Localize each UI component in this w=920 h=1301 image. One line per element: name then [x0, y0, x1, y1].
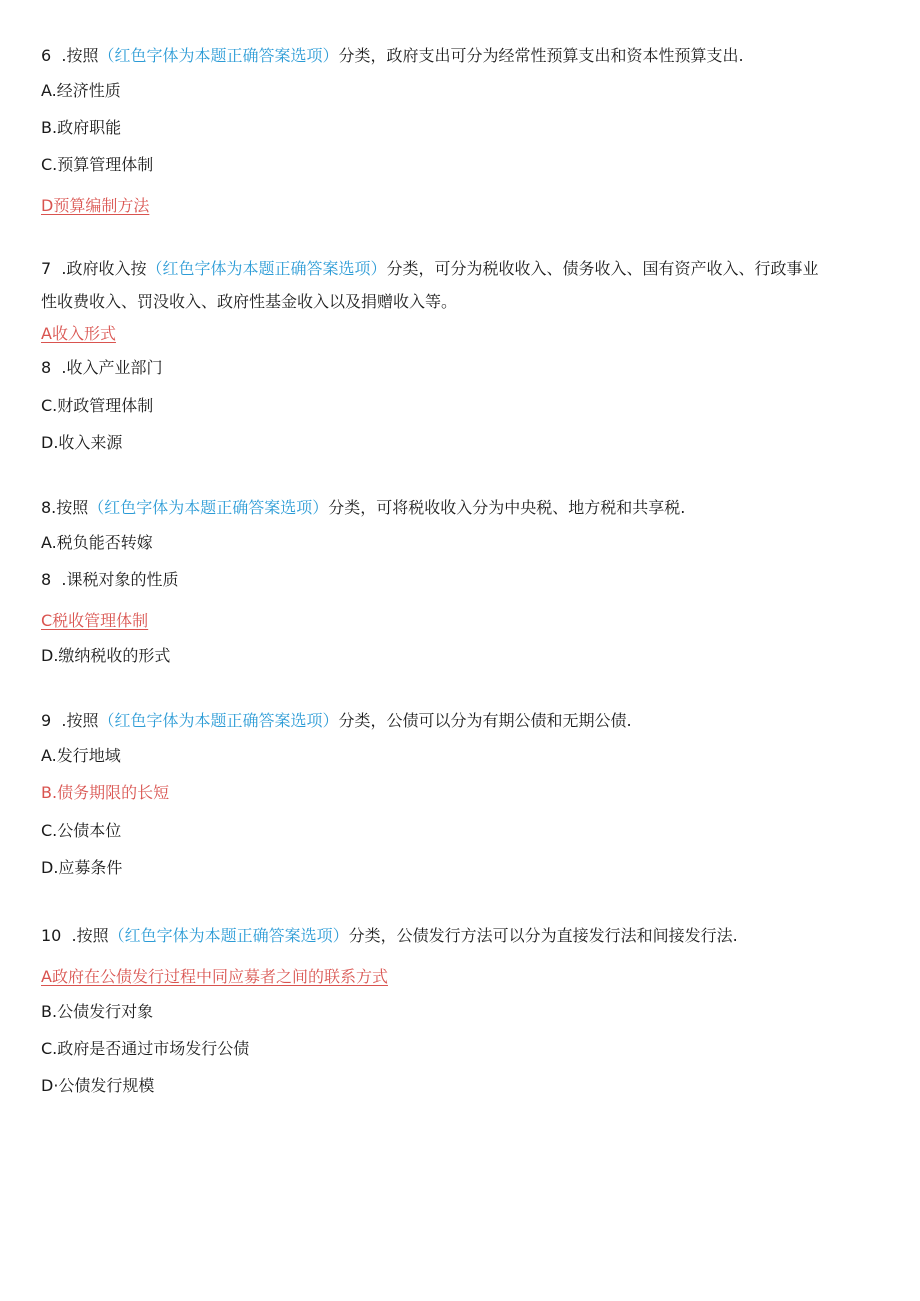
question-6-option-c: C.预算管理体制 [41, 155, 154, 174]
question-10-option-d: D·公债发行规模 [41, 1076, 155, 1095]
question-9-prefix: 9 .按照 [41, 711, 99, 730]
question-9-option-c: C.公债本位 [41, 821, 122, 840]
question-8-option-a: A.税负能否转嫁 [41, 533, 153, 552]
question-8-option-b: 8 .课税对象的性质 [41, 570, 179, 589]
question-10-option-c: C.政府是否通过市场发行公债 [41, 1039, 250, 1058]
question-10-option-a-answer: A政府在公债发行过程中同应募者之间的联系方式 [41, 967, 388, 986]
question-8-option-c-answer: C税收管理体制 [41, 611, 149, 630]
question-7-option-d: D.收入来源 [41, 433, 123, 452]
question-9-option-b-answer: B.债务期限的长短 [41, 783, 170, 802]
question-7-option-a-answer: A收入形式 [41, 324, 116, 343]
question-10-stem [41, 926, 738, 946]
question-10-option-b: B.公债发行对象 [41, 1002, 154, 1021]
question-7-hint: （红色字体为本题正确答案选项） [146, 259, 387, 278]
question-6-option-b: B.政府职能 [41, 118, 122, 137]
question-9-hint: （红色字体为本题正确答案选项） [98, 711, 339, 730]
question-9-option-d: D.应募条件 [41, 858, 123, 877]
question-7-option-b: 8 .收入产业部门 [41, 358, 163, 377]
question-8-suffix: 分类，可将税收收入分为中央税、地方税和共享税. [328, 498, 686, 517]
question-8-prefix: 8.按照 [41, 498, 89, 517]
question-6-stem [41, 46, 744, 66]
question-10-hint: （红色字体为本题正确答案选项） [108, 926, 349, 945]
question-9-option-a: A.发行地域 [41, 746, 121, 765]
question-6-hint: （红色字体为本题正确答案选项） [98, 46, 339, 65]
question-6-prefix: 6 .按照 [41, 46, 99, 65]
question-8-hint: （红色字体为本题正确答案选项） [88, 498, 329, 517]
question-7-stem [41, 259, 818, 279]
question-8-option-d: D.缴纳税收的形式 [41, 646, 171, 665]
question-10-suffix: 分类，公债发行方法可以分为直接发行法和间接发行法. [348, 926, 738, 945]
question-6-option-d-answer: D预算编制方法 [41, 196, 150, 215]
question-9-suffix: 分类，公债可以分为有期公债和无期公债. [338, 711, 632, 730]
question-7-suffix: 分类，可分为税收收入、债务收入、国有资产收入、行政事业 [386, 259, 819, 278]
question-7-stem-line2: 性收费收入、罚没收入、政府性基金收入以及捐赠收入等。 [41, 292, 458, 311]
question-9-stem [41, 711, 632, 731]
question-10-prefix: 10 .按照 [41, 926, 109, 945]
question-8-stem [41, 498, 685, 518]
question-6-suffix: 分类，政府支出可分为经常性预算支出和资本性预算支出. [338, 46, 744, 65]
question-7-option-c: C.财政管理体制 [41, 396, 154, 415]
question-7-prefix: 7 .政府收入按 [41, 259, 147, 278]
question-6-option-a: A.经济性质 [41, 81, 121, 100]
